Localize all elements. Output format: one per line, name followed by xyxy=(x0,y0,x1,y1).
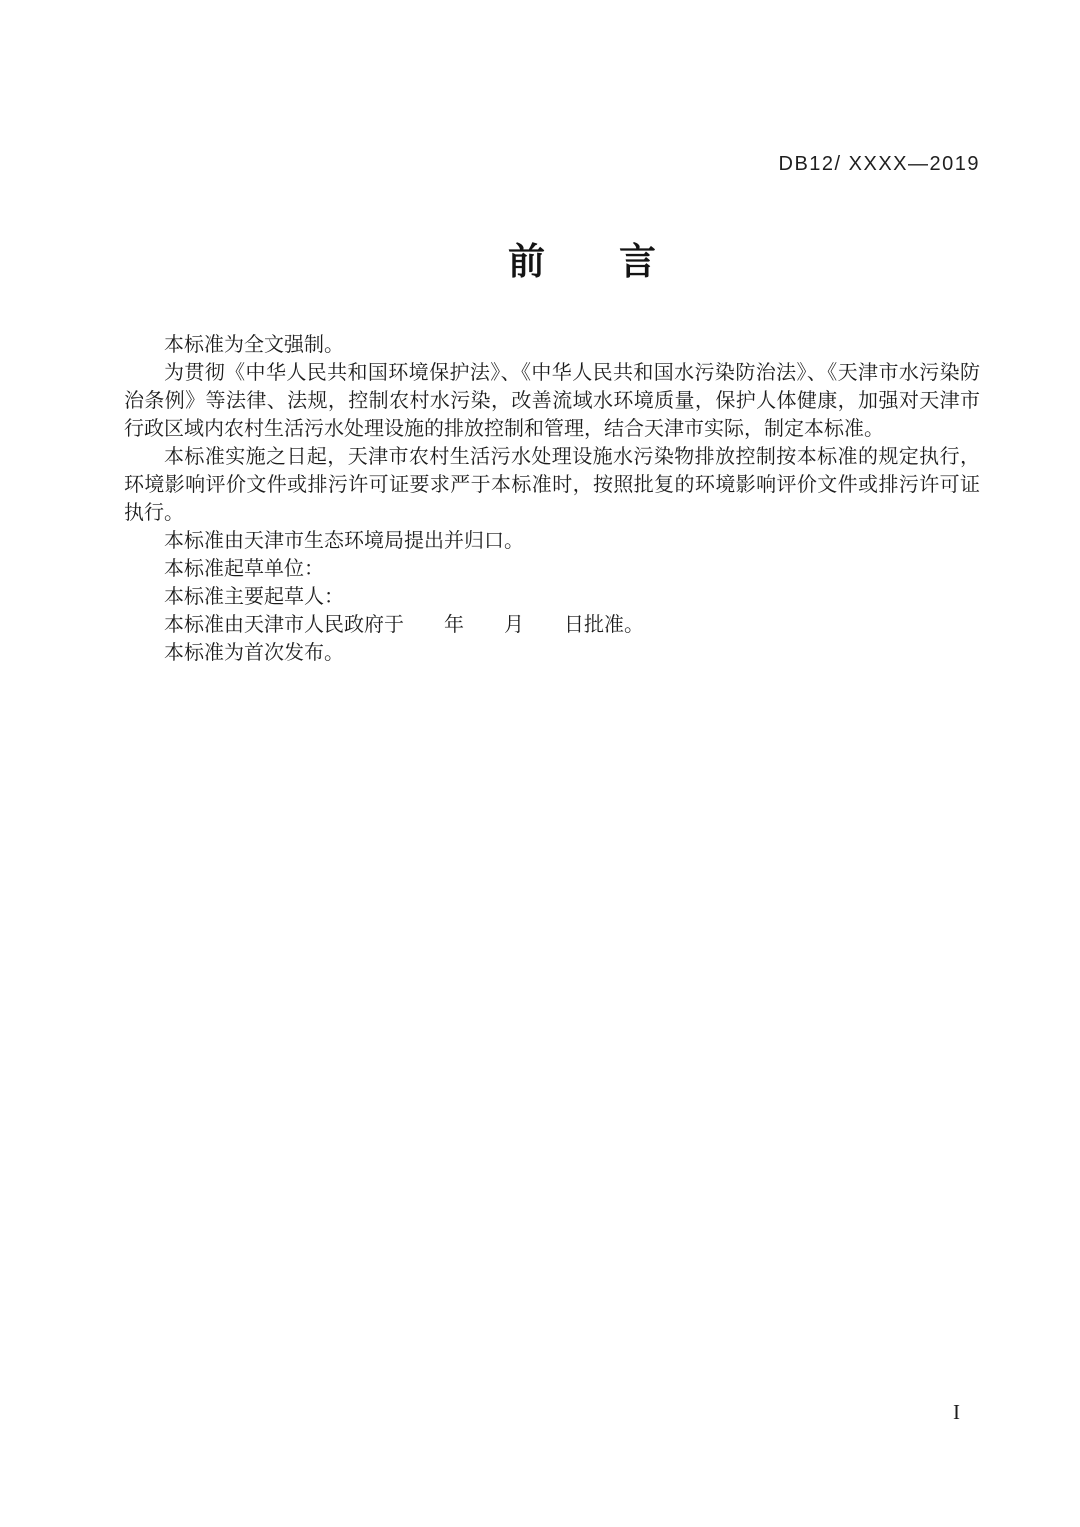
foreword-paragraph: 本标准由天津市生态环境局提出并归口。 xyxy=(164,530,524,552)
foreword-paragraph: 本标准主要起草人： xyxy=(164,586,344,608)
page-number: I xyxy=(953,1400,960,1424)
foreword-paragraph: 本标准起草单位： xyxy=(164,558,324,580)
foreword-title: 前 言 xyxy=(508,241,656,282)
foreword-paragraph: 本标准为全文强制。 xyxy=(164,334,344,356)
foreword-paragraph: 为贯彻《中华人民共和国环境保护法》、《中华人民共和国水污染防治法》、《天津市水污染防治条例》等法律、法规，控制农村水污染，改善流域水环境质量，保护人体健康，加强对天津市行政区域内农村生活污水处理设施的排放控制和管理，结合天津市实际，制定本标准。 xyxy=(124,362,980,440)
foreword-paragraph: 本标准为首次发布。 xyxy=(164,642,344,664)
foreword-paragraph: 本标准由天津市人民政府于 年 月 日批准。 xyxy=(164,614,644,636)
foreword-body xyxy=(124,331,980,667)
foreword-paragraph: 本标准实施之日起，天津市农村生活污水处理设施水污染物排放控制按本标准的规定执行，环境影响评价文件或排污许可证要求严于本标准时，按照批复的环境影响评价文件或排污许可证执行。 xyxy=(124,446,980,524)
document-header xyxy=(124,130,980,199)
standard-code: DB12/ XXXX—2019 xyxy=(778,153,980,175)
